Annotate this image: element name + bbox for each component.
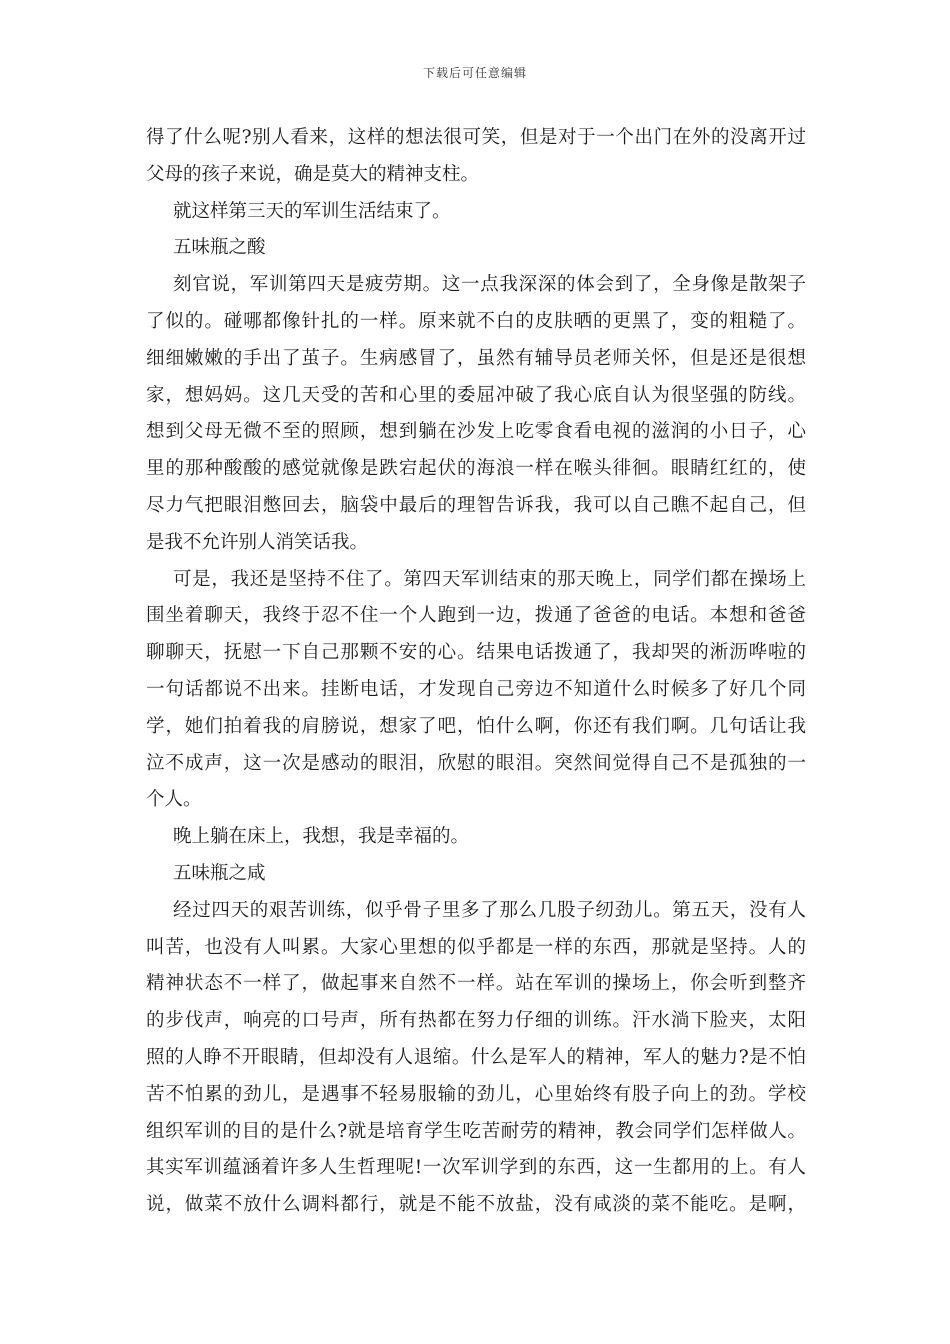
text-line: 经过四天的艰苦训练，似乎骨子里多了那么几股子纫劲儿。第五天，没有人 (173, 899, 806, 921)
text-line: 聊聊天，抚慰一下自己那颗不安的心。结果电话拨通了，我却哭的淅沥哗啦的 (146, 642, 806, 664)
page-header: 下载后可任意编辑 (422, 66, 527, 80)
text-line: 细细嫩嫩的手出了茧子。生病感冒了，虽然有辅导员老师关怀，但是还是很想 (146, 347, 806, 369)
text-line: 尽力气把眼泪憋回去，脑袋中最后的理智告诉我，我可以自己瞧不起自己，但 (146, 494, 806, 516)
text-line: 组织军训的目的是什么?就是培育学生吃苦耐劳的精神，教会同学们怎样做人。 (146, 1120, 806, 1142)
text-line: 就这样第三天的军训生活结束了。 (173, 200, 451, 222)
text-line: 五味瓶之咸 (173, 862, 266, 884)
document-body (146, 120, 806, 1224)
text-line: 的步伐声，响亮的口号声，所有热都在努力仔细的训练。汗水淌下脸夹，太阳 (146, 1010, 806, 1032)
text-line: 其实军训蕴涵着许多人生哲理呢!一次军训学到的东西，这一生都用的上。有人 (146, 1157, 806, 1179)
text-line: 围坐着聊天，我终于忍不住一个人跑到一边，拨通了爸爸的电话。本想和爸爸 (146, 605, 806, 627)
text-line: 了似的。碰哪都像针扎的一样。原来就不白的皮肤晒的更黑了，变的粗糙了。 (146, 310, 806, 332)
text-line: 得了什么呢?别人看来，这样的想法很可笑，但是对于一个出门在外的没离开过 (146, 127, 806, 148)
text-line: 苦不怕累的劲儿，是遇事不轻易服输的劲儿，心里始终有股子向上的劲。学校 (146, 1083, 806, 1105)
text-line: 晚上躺在床上，我想，我是幸福的。 (173, 826, 470, 848)
text-line: 父母的孩子来说，确是莫大的精神支柱。 (146, 163, 480, 185)
text-line: 可是，我还是坚持不住了。第四天军训结束的那天晚上，同学们都在操场上 (173, 568, 806, 590)
text-line: 泣不成声，这一次是感动的眼泪，欣慰的眼泪。突然间觉得自己不是孤独的一 (146, 752, 806, 774)
text-line: 五味瓶之酸 (173, 237, 266, 259)
text-line: 学，她们拍着我的肩膀说，想家了吧，怕什么啊，你还有我们啊。几句话让我 (146, 715, 806, 737)
text-line: 刻官说，军训第四天是疲劳期。这一点我深深的体会到了，全身像是散架子 (173, 274, 806, 296)
text-line: 里的那种酸酸的感觉就像是跌宕起伏的海浪一样在喉头徘徊。眼睛红红的，使 (146, 458, 806, 480)
text-line: 家，想妈妈。这几天受的苦和心里的委屈冲破了我心底自认为很坚强的防线。 (146, 384, 806, 406)
text-line: 想到父母无微不至的照顾，想到躺在沙发上吃零食看电视的滋润的小日子，心 (146, 421, 806, 443)
text-line: 照的人睁不开眼睛，但却没有人退缩。什么是军人的精神，军人的魅力?是不怕 (146, 1046, 806, 1068)
text-line: 是我不允许别人消笑话我。 (146, 531, 369, 553)
text-line: 叫苦，也没有人叫累。大家心里想的似乎都是一样的东西，那就是坚持。人的 (146, 936, 806, 958)
text-line: 精神状态不一样了，做起事来自然不一样。站在军训的操场上，你会听到整齐 (146, 973, 806, 995)
text-line: 一句话都说不出来。挂断电话，才发现自己旁边不知道什么时候多了好几个同 (146, 678, 806, 700)
text-line: 个人。 (146, 789, 202, 811)
text-line: 说，做菜不放什么调料都行，就是不能不放盐，没有咸淡的菜不能吃。是啊， (146, 1194, 806, 1216)
